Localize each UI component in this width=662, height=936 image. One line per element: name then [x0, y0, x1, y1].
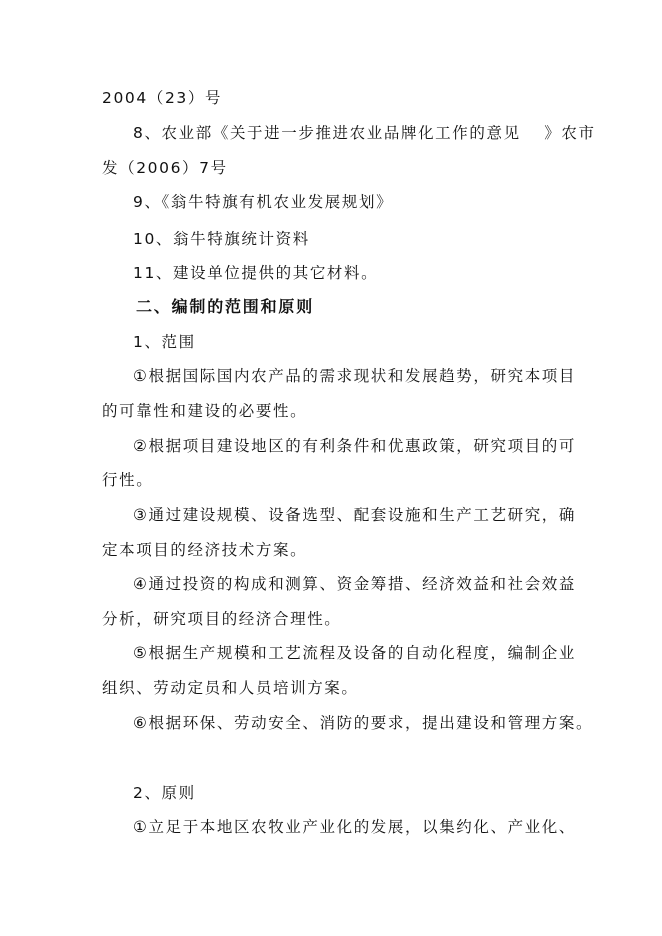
reference-8-line-1: 8、农业部《关于进一步推进农业品牌化工作的意见 》农市 [133, 124, 596, 142]
principle-item-1-line-1: ①立足于本地区农牧业产业化的发展，以集约化、产业化、 [133, 818, 576, 836]
scope-item-3-line-1: ③通过建设规模、设备选型、配套设施和生产工艺研究，确 [133, 506, 576, 524]
scope-item-4-line-1: ④通过投资的构成和测算、资金筹措、经济效益和社会效益 [133, 575, 576, 593]
scope-item-2-line-1: ②根据项目建设地区的有利条件和优惠政策，研究项目的可 [133, 437, 576, 455]
scope-item-1-line-2: 的可靠性和建设的必要性。 [102, 402, 308, 420]
reference-8-line-2: 发（2006）7号 [102, 159, 228, 177]
scope-item-5-line-2: 组织、劳动定员和人员培训方案。 [102, 679, 359, 697]
scope-item-6: ⑥根据环保、劳动安全、消防的要求，提出建设和管理方案。 [133, 714, 594, 732]
scope-item-2-line-2: 行性。 [102, 471, 154, 489]
scope-item-3-line-2: 定本项目的经济技术方案。 [102, 541, 308, 559]
reference-9: 9、《翁牛特旗有机农业发展规划》 [133, 193, 394, 211]
principle-heading: 2、原则 [133, 784, 196, 802]
reference-10: 10、翁牛特旗统计资料 [133, 230, 310, 248]
scope-heading: 1、范围 [133, 333, 196, 351]
scope-item-5-line-1: ⑤根据生产规模和工艺流程及设备的自动化程度，编制企业 [133, 644, 576, 662]
scope-item-4-line-2: 分析，研究项目的经济合理性。 [102, 610, 342, 628]
reference-11: 11、建设单位提供的其它材料。 [133, 264, 379, 282]
section-2-heading: 二、编制的范围和原则 [136, 297, 315, 316]
scope-item-1-line-1: ①根据国际国内农产品的需求现状和发展趋势，研究本项目 [133, 367, 576, 385]
reference-7-continuation: 2004（23）号 [102, 89, 223, 107]
